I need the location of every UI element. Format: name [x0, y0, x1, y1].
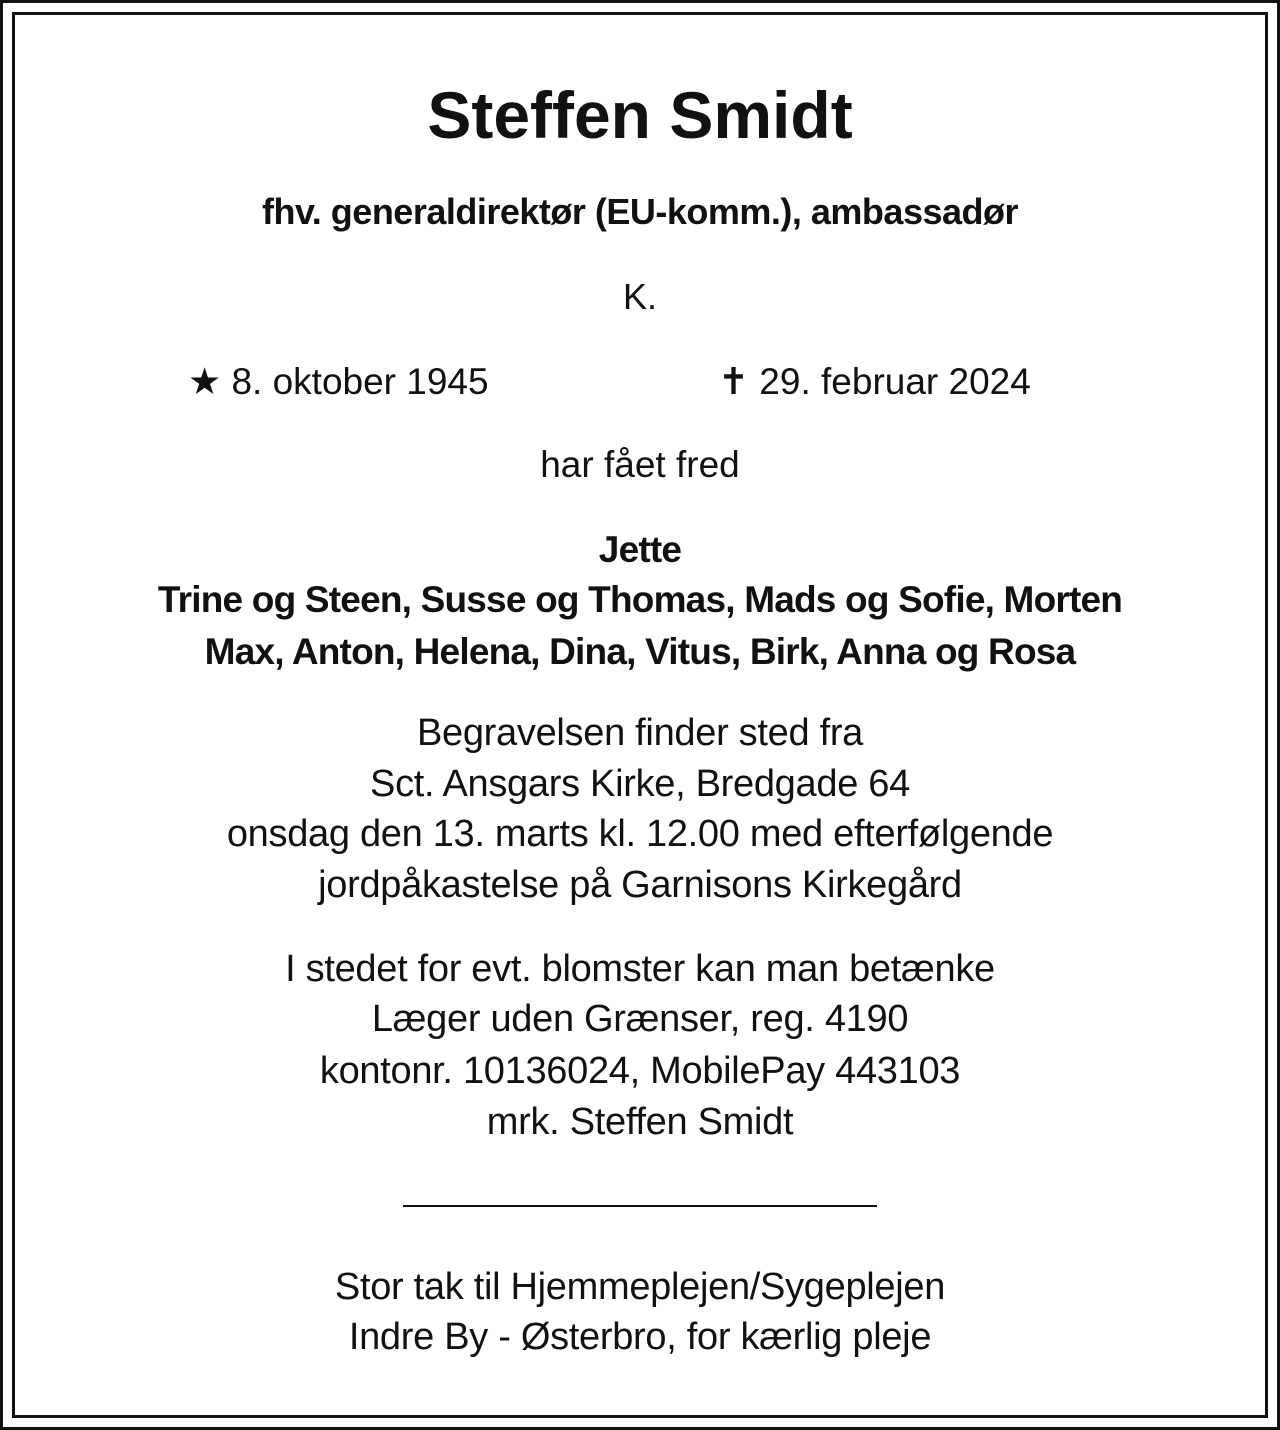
deceased-title: fhv. generaldirektør (EU-komm.), ambassadør	[261, 191, 1019, 232]
star-icon: ★	[188, 361, 222, 402]
donation-line: I stedet for evt. blomster kan man betænke	[285, 948, 995, 990]
death	[718, 363, 1031, 400]
phrase: har fået fred	[540, 444, 740, 485]
donation-line: Læger uden Grænser, reg. 4190	[371, 998, 909, 1040]
honor: K.	[622, 276, 657, 317]
family-line: Jette	[598, 529, 682, 570]
cross-icon: ✝	[718, 361, 750, 402]
birth	[188, 363, 489, 400]
family-line: Max, Anton, Helena, Dina, Vitus, Birk, Anna og Rosa	[204, 631, 1076, 672]
thanks-line: Indre By - Østerbro, for kærlig pleje	[348, 1316, 932, 1358]
donation-line: mrk. Steffen Smidt	[486, 1101, 794, 1143]
divider	[403, 1205, 877, 1207]
funeral-line: jordpåkastelse på Garnisons Kirkegård	[318, 864, 962, 906]
funeral-line: Sct. Ansgars Kirke, Bredgade 64	[370, 763, 910, 805]
birth-date: 8. oktober 1945	[231, 361, 489, 402]
funeral-line: Begravelsen finder sted fra	[416, 712, 864, 754]
funeral-line: onsdag den 13. marts kl. 12.00 med efterfølgende	[226, 813, 1054, 855]
deceased-name: Steffen Smidt	[427, 78, 853, 152]
thanks-line: Stor tak til Hjemmeplejen/Sygeplejen	[334, 1266, 946, 1308]
family-line: Trine og Steen, Susse og Thomas, Mads og Sofie, Morten	[157, 579, 1123, 620]
death-date: 29. februar 2024	[759, 361, 1031, 402]
donation-line: kontonr. 10136024, MobilePay 443103	[319, 1050, 961, 1092]
